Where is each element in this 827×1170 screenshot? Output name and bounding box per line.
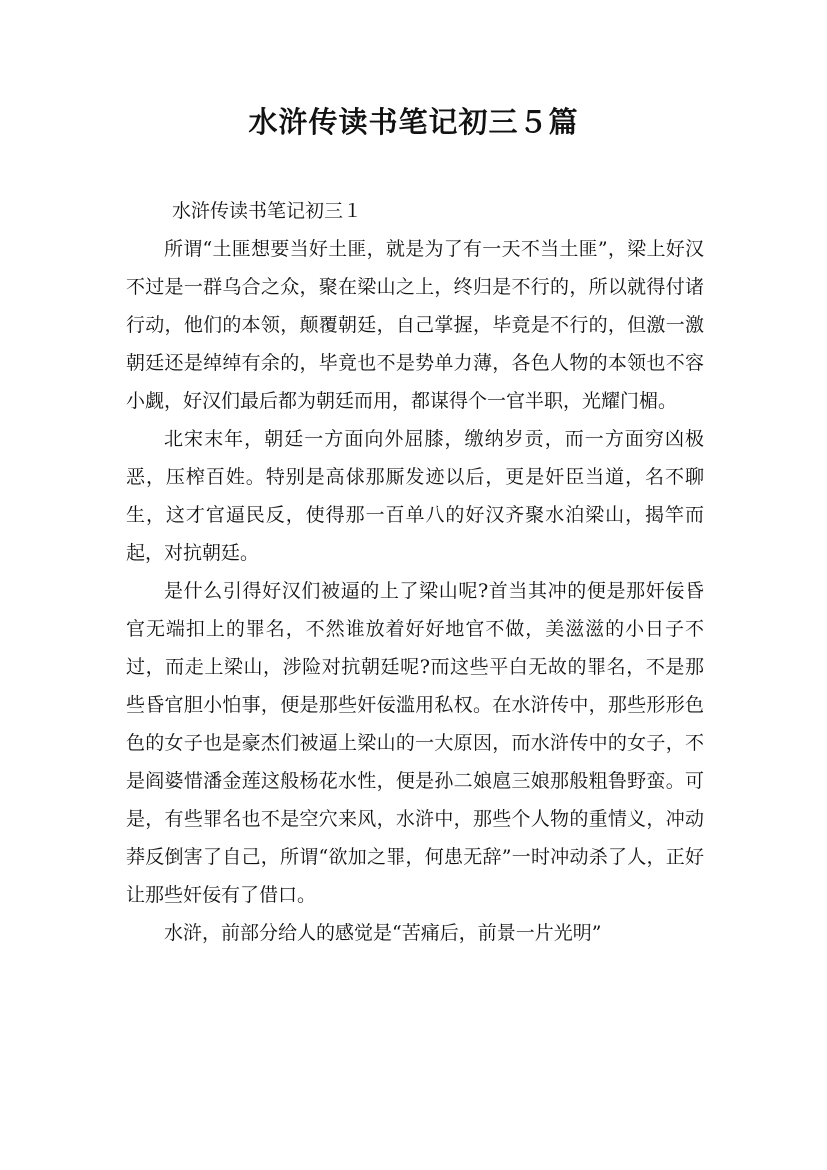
paragraph-4: 水浒，前部分给人的感觉是“苦痛后，前景一片光明” [164,922,602,944]
paragraph-3: 是什么引得好汉们被逼的上了梁山呢?首当其冲的便是那奸佞昏官无端扣上的罪名，不然谁放着好好地官不做，美滋滋的小日子不过，而走上梁山，涉险对抗朝廷呢?而这些平白无故的罪名，不是那些昏官胆小怕事，便是那些奸佞滥用私权。在水浒传中，那些形形色色的女子也是豪杰们被逼上梁山的一大原因，而水浒传中的女子，不是阎婆惜潘金莲这般杨花水性，便是孙二娘扈三娘那般粗鲁野蛮。可是，有些罪名也不是空穴来风，水浒中，那些个人物的重情义，冲动莽反倒害了自己，所谓“欲加之罪，何患无辞”一时冲动杀了人，正好让那些奸佞有了借口。 [126,580,704,906]
document-title: 水浒传读书笔记初三５篇 [248,105,579,139]
document-body [126,192,704,952]
paragraph-2: 北宋末年，朝廷一方面向外屈膝，缴纳岁贡，而一方面穷凶极恶，压榨百姓。特别是高俅那厮发迹以后，更是奸臣当道，名不聊生，这才官逼民反，使得那一百单八的好汉齐聚水泊梁山，揭竿而起，对抗朝廷。 [126,428,704,564]
paragraph-1: 所谓“土匪想要当好土匪，就是为了有一天不当土匪”，梁上好汉不过是一群乌合之众，聚在梁山之上，终归是不行的，所以就得付诸行动，他们的本领，颠覆朝廷，自己掌握，毕竟是不行的，但激一激朝廷还是绰绰有余的，毕竟也不是势单力薄，各色人物的本领也不容小觑，好汉们最后都为朝廷而用，都谋得个一官半职，光耀门楣。 [126,238,704,412]
section-heading: 水浒传读书笔记初三１ [172,200,363,222]
